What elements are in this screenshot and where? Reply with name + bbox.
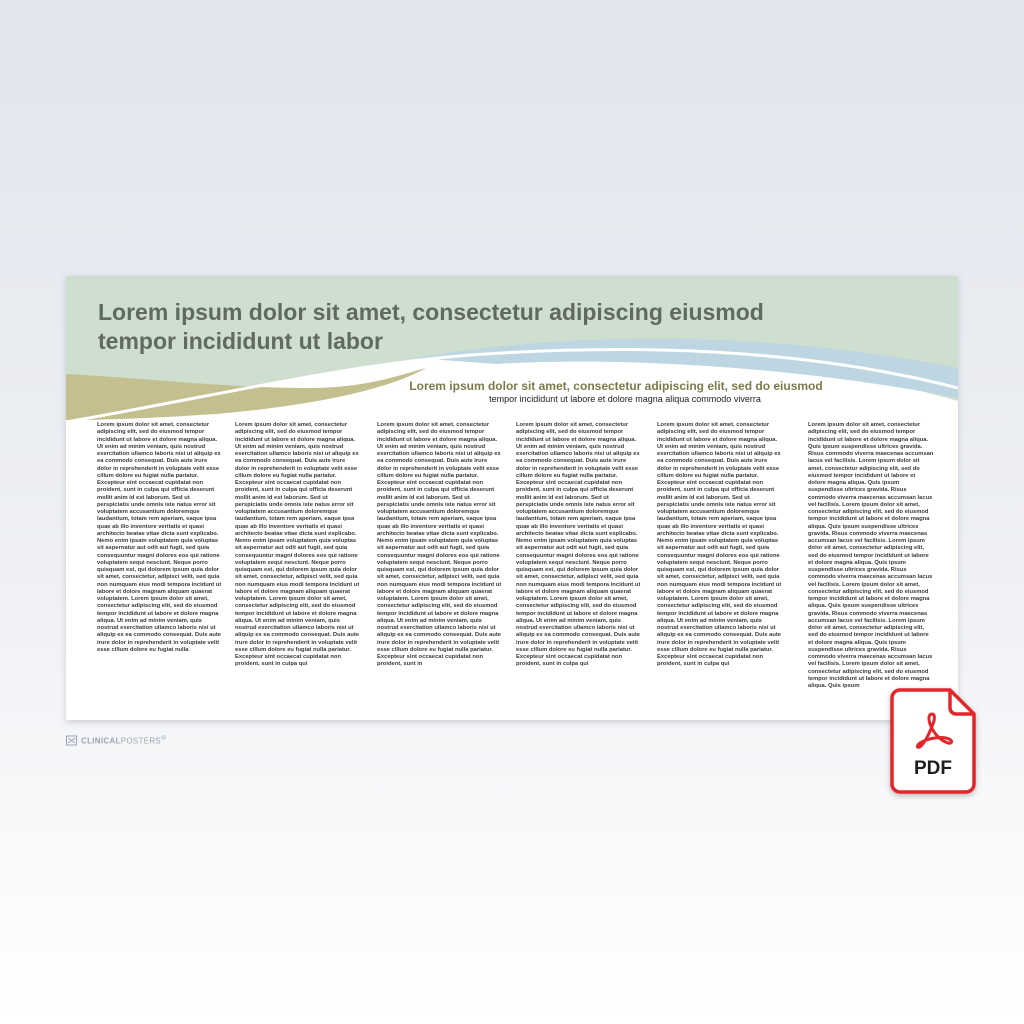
body-column-5: Lorem ipsum dolor sit amet, consectetur adipiscing elit, sed do eiusmod tempor incididunt ut labore et dolore magna aliqua. Ut enim ad minim veniam, quis nostrud exercitation ullamco laboris nisi ut aliquip ex ea commodo consequat. Duis aute irure dolor in reprehenderit in voluptate velit esse cillum dolore eu fugiat nulla pariatur. Excepteur sint occaecat cupidatat non proident, sunt in culpa qui officia deserunt mollit anim id est laborum. Sed ut perspiciatis unde omnis iste natus error sit voluptatem accusantium doloremque laudantium, totam rem aperiam, eaque ipsa quae ab illo inventore veritatis et quasi architecto beatae vitae dicta sunt explicabo. Nemo enim ipsam voluptatem quia voluptas sit aspernatur aut odit aut fugit, sed quia consequuntur magni dolores eos qui ratione voluptatem sequi nesciunt. Neque porro quisquam est, qui dolorem ipsum quia dolor sit amet, consectetur, adipisci velit, sed quia non numquam eius modi tempora incidunt ut labore et dolore magnam aliquam quaerat voluptatem. Lorem ipsum dolor sit amet, consectetur adipiscing elit, sed do eiusmod tempor incididunt ut labore et dolore magna aliqua. Ut enim ad minim veniam, quis nostrud exercitation ullamco laboris nisi ut aliquip ex ea commodo consequat. Duis aute irure dolor in reprehenderit in voluptate velit esse cillum dolore eu fugiat nulla pariatur. Excepteur sint occaecat cupidatat non proident, sunt in culpa qui bbox=[657, 422, 782, 668]
poster-body-columns bbox=[97, 422, 934, 702]
logo-registered-mark: ® bbox=[161, 734, 167, 742]
poster-title-line1: Lorem ipsum dolor sit amet, consectetur adipiscing eiusmod bbox=[98, 299, 764, 325]
logo-text bbox=[81, 735, 166, 746]
body-column-3: Lorem ipsum dolor sit amet, consectetur adipiscing elit, sed do eiusmod tempor incididunt ut labore et dolore magna aliqua. Ut enim ad minim veniam, quis nostrud exercitation ullamco laboris nisi ut aliquip ex ea commodo consequat. Duis aute irure dolor in reprehenderit in voluptate velit esse cillum dolore eu fugiat nulla pariatur. Excepteur sint occaecat cupidatat non proident, sunt in culpa qui officia deserunt mollit anim id est laborum. Sed ut perspiciatis unde omnis iste natus error sit voluptatem accusantium doloremque laudantium, totam rem aperiam, eaque ipsa quae ab illo inventore veritatis et quasi architecto beatae vitae dicta sunt explicabo. Nemo enim ipsam voluptatem quia voluptas sit aspernatur aut odit aut fugit, sed quia consequuntur magni dolores eos qui ratione voluptatem sequi nesciunt. Neque porro quisquam est, qui dolorem ipsum quia dolor sit amet, consectetur, adipisci velit, sed quia non numquam eius modi tempora incidunt ut labore et dolore magnam aliquam quaerat voluptatem. Lorem ipsum dolor sit amet, consectetur adipiscing elit, sed do eiusmod tempor incididunt ut labore et dolore magna aliqua. Ut enim ad minim veniam, quis nostrud exercitation ullamco laboris nisi ut aliquip ex ea commodo consequat. Duis aute irure dolor in reprehenderit in voluptate velit esse cillum dolore eu fugiat nulla pariatur. Excepteur sint occaecat cupidatat non proident, sunt in bbox=[377, 422, 502, 668]
poster-title-line2: tempor incididunt ut labor bbox=[98, 328, 383, 354]
logo-brand-part1: CLINICAL bbox=[81, 736, 121, 746]
poster-subtitle: Lorem ipsum dolor sit amet, consectetur adipiscing elit, sed do eiusmod bbox=[409, 379, 823, 393]
clinicalposters-logo bbox=[66, 734, 166, 746]
poster-preview bbox=[66, 276, 958, 720]
body-column-2: Lorem ipsum dolor sit amet, consectetur adipiscing elit, sed do eiusmod tempor incididunt ut labore et dolore magna aliqua. Ut enim ad minim veniam, quis nostrud exercitation ullamco laboris nisi ut aliquip ex ea commodo consequat. Duis aute irure dolor in reprehenderit in voluptate velit esse cillum dolore eu fugiat nulla pariatur. Excepteur sint occaecat cupidatat non proident, sunt in culpa qui officia deserunt mollit anim id est laborum. Sed ut perspiciatis unde omnis iste natus error sit voluptatem accusantium doloremque laudantium, totam rem aperiam, eaque ipsa quae ab illo inventore veritatis et quasi architecto beatae vitae dicta sunt explicabo. Nemo enim ipsam voluptatem quia voluptas sit aspernatur aut odit aut fugit, sed quia consequuntur magni dolores eos qui ratione voluptatem sequi nesciunt. Neque porro quisquam est, qui dolorem ipsum quia dolor sit amet, consectetur, adipisci velit, sed quia non numquam eius modi tempora incidunt ut labore et dolore magnam aliquam quaerat voluptatem. Lorem ipsum dolor sit amet, consectetur adipiscing elit, sed do eiusmod tempor incididunt ut labore et dolore magna aliqua. Ut enim ad minim veniam, quis nostrud exercitation ullamco laboris nisi ut aliquip ex ea commodo consequat. Duis aute irure dolor in reprehenderit in voluptate velit esse cillum dolore eu fugiat nulla pariatur. Excepteur sint occaecat cupidatat non proident, sunt in culpa qui bbox=[235, 422, 360, 668]
adobe-acrobat-icon bbox=[912, 710, 954, 750]
logo-brand-part2: POSTERS bbox=[120, 736, 162, 746]
body-column-1: Lorem ipsum dolor sit amet, consectetur adipiscing elit, sed do eiusmod tempor incididunt ut labore et dolore magna aliqua. Ut enim ad minim veniam, quis nostrud exercitation ullamco laboris nisi ut aliquip ex ea commodo consequat. Duis aute irure dolor in reprehenderit in voluptate velit esse cillum dolore eu fugiat nulla pariatur. Excepteur sint occaecat cupidatat non proident, sunt in culpa qui officia deserunt mollit anim id est laborum. Sed ut perspiciatis unde omnis iste natus error sit voluptatem accusantium doloremque laudantium, totam rem aperiam, eaque ipsa quae ab illo inventore veritatis et quasi architecto beatae vitae dicta sunt explicabo. Nemo enim ipsam voluptatem quia voluptas sit aspernatur aut odit aut fugit, sed quia consequuntur magni dolores eos qui ratione voluptatem sequi nesciunt. Neque porro quisquam est, qui dolorem ipsum quia dolor sit amet, consectetur, adipisci velit, sed quia non numquam eius modi tempora incidunt ut labore et dolore magnam aliquam quaerat voluptatem. Lorem ipsum dolor sit amet, consectetur adipiscing elit, sed do eiusmod tempor incididunt ut labore et dolore magna aliqua. Ut enim ad minim veniam, quis nostrud exercitation ullamco laboris nisi ut aliquip ex ea commodo consequat. Duis aute irure dolor in reprehenderit in voluptate velit esse cillum dolore eu fugiat nulla bbox=[97, 422, 222, 653]
logo-mark-icon bbox=[66, 735, 78, 746]
pdf-label: PDF bbox=[914, 758, 952, 779]
body-column-4: Lorem ipsum dolor sit amet, consectetur adipiscing elit, sed do eiusmod tempor incididunt ut labore et dolore magna aliqua. Ut enim ad minim veniam, quis nostrud exercitation ullamco laboris nisi ut aliquip ex ea commodo consequat. Duis aute irure dolor in reprehenderit in voluptate velit esse cillum dolore eu fugiat nulla pariatur. Excepteur sint occaecat cupidatat non proident, sunt in culpa qui officia deserunt mollit anim id est laborum. Sed ut perspiciatis unde omnis iste natus error sit voluptatem accusantium doloremque laudantium, totam rem aperiam, eaque ipsa quae ab illo inventore veritatis et quasi architecto beatae vitae dicta sunt explicabo. Nemo enim ipsam voluptatem quia voluptas sit aspernatur aut odit aut fugit, sed quia consequuntur magni dolores eos qui ratione voluptatem sequi nesciunt. Neque porro quisquam est, qui dolorem ipsum quia dolor sit amet, consectetur, adipisci velit, sed quia non numquam eius modi tempora incidunt ut labore et dolore magnam aliquam quaerat voluptatem. Lorem ipsum dolor sit amet, consectetur adipiscing elit, sed do eiusmod tempor incididunt ut labore et dolore magna aliqua. Ut enim ad minim veniam, quis nostrud exercitation ullamco laboris nisi ut aliquip ex ea commodo consequat. Duis aute irure dolor in reprehenderit in voluptate velit esse cillum dolore eu fugiat nulla pariatur. Excepteur sint occaecat cupidatat non proident, sunt in culpa qui bbox=[516, 422, 641, 668]
poster-title bbox=[98, 298, 918, 356]
pdf-file-badge[interactable] bbox=[890, 688, 976, 794]
poster-subtitle-secondary: tempor incididunt ut labore et dolore magna aliqua commodo viverra bbox=[489, 394, 761, 404]
body-column-6: Lorem ipsum dolor sit amet, consectetur adipiscing elit, sed do eiusmod tempor incididunt ut labore et dolore magna aliqua. Quis ipsum suspendisse ultrices gravida. Risus commodo viverra maecenas accumsan lacus vel facilisis. Lorem ipsum dolor sit amet, consectetur adipiscing elit, sed do eiusmod tempor incididunt ut labore et dolore magna aliqua. Quis ipsum suspendisse ultrices gravida. Risus commodo viverra maecenas accumsan lacus vel facilisis. Lorem ipsum dolor sit amet, consectetur adipiscing elit, sed do eiusmod tempor incididunt ut labore et dolore magna aliqua. Quis ipsum suspendisse ultrices gravida. Risus commodo viverra maecenas accumsan lacus vel facilisis. Lorem ipsum dolor sit amet, consectetur adipiscing elit, sed do eiusmod tempor incididunt ut labore et dolore magna aliqua. Quis ipsum suspendisse ultrices gravida. Risus commodo viverra maecenas accumsan lacus vel facilisis. Lorem ipsum dolor sit amet, consectetur adipiscing elit, sed do eiusmod tempor incididunt ut labore et dolore magna aliqua. Quis ipsum suspendisse ultrices gravida. Risus commodo viverra maecenas accumsan lacus vel facilisis. Lorem ipsum dolor sit amet, consectetur adipiscing elit, sed do eiusmod tempor incididunt ut labore et dolore magna aliqua. Quis ipsum suspendisse ultrices gravida. Risus commodo viverra maecenas accumsan lacus vel facilisis. Lorem ipsum dolor sit amet, consectetur adipiscing elit, sed do eiusmod tempor incididunt ut labore et dolore magna aliqua. Quis ipsum bbox=[808, 422, 934, 689]
